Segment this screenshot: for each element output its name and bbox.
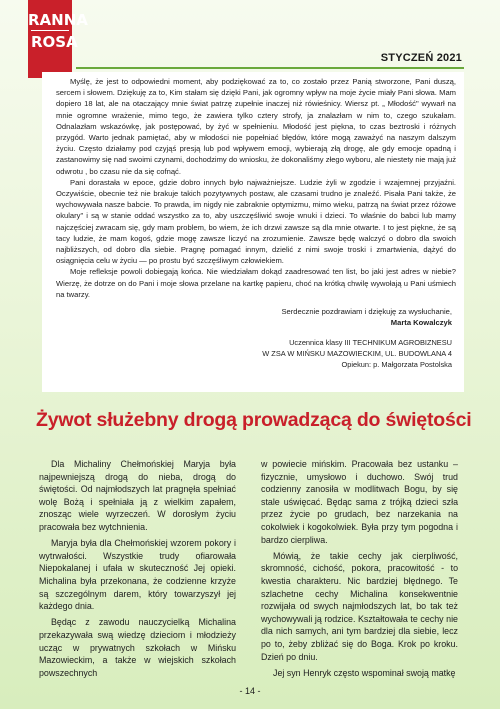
letter-signature: Marta Kowalczyk [390,318,452,328]
letter-text [56,76,456,370]
issue-date: STYCZEŃ 2021 [380,52,462,64]
article-paragraph: Mówią, że takie cechy jak cierpliwość, skromność, cichość, pokora, pracowitość - to kwestia charakteru. Nic bardziej błędnego. Te szlachetne cechy Michalina konsekwentnie rozwijała od swych najmłodszych lat, bo tak też wychowywali ją rodzice. Kształtowała te cechy nie dla nich samych, ani tym bardziej dla siebie, lecz po to, żeby zbliżać się do Boga. Krok po kroku. Dzień po dniu. [261,550,458,662]
article-paragraph: Maryja była dla Chełmońskiej wzorem pokory i wytrwałości. Wszystkie trudy ofiarowała Niepokalanej i ufała w skuteczność Jej opieki. Michalina była przekonana, że codzienne krzyże są szczególnym darem, który towarzyszył jej każdego dnia. [39,538,236,612]
letter-paragraph: Myślę, że jest to odpowiedni moment, aby podziękować za to, co zostało przez Panią stworzone, Pani duszą, sercem i słowem. Dziękuję za to, Kim stałam się dzięki Pani, jak ogromny wpływ na moje życie miały Pani słowa. Mam dopiero 18 lat, ale na otaczający mnie świat patrzę zupełnie inaczej niż rówieśnicy. Wiersz pt. „ Młodość" wywarł na mnie ogromne wrażenie, mimo tego, że zawiera tylko cztery strofy, ja znalazłam w nim to, czego szukałam. Odnalazłam wskazówkę, jak postępować, by żyć w spełnieniu. Młodość jest piękna, to czas beztroski i różnych przygód. Warto jednak pamiętać, aby w młodości nie popełniać błędów, które mogą zaważyć na naszym dalszym życiu. Często działamy pod czyjąś presją lub pod wpływem emocji, wybierają złą drogę, ale gdy emocje opadną i zastanowimy się nad swoimi czynami, dochodzimy do wniosku, że dokonaliśmy złego wyboru, ale niestety nie mają już odwrotu , bo czasu nie da się cofnąć. [56,77,456,176]
page-number: - 14 - [239,686,261,696]
author-school-info [56,337,456,370]
article-title: Żywot służebny drogą prowadzącą do świętości [36,409,472,431]
letter-closing: Serdecznie pozdrawiam i dziękuję za wysłuchanie, [281,307,452,317]
article-paragraph: Będąc z zawodu nauczycielką Michalina przekazywała swą wiedzę dzieciom i młodzieży ucząc w prywatnych szkołach w Mińsku Mazowieckim, a także w wiejskich szkołach powszechnych [39,617,236,678]
school-line: W ZSA W MIŃSKU MAZOWIECKIM, UL. BUDOWLANA 4 [262,348,452,358]
magazine-logo [28,0,88,78]
letter-paragraph: Pani dorastała w epoce, gdzie dobro innych było najważniejsze. Ludzie żyli w zgodzie i wzajemnej przyjaźni. Oczywiście, obecnie też nie brakuje takich pozytywnych postaw, ale czasami trudno je znaleźć. Pisała Pani także, że wychowywała nasze babcie. To prawda, im nigdy nie zabraknie optymizmu, mimo wieku, patrzą na świat przez różowe okulary" i są w stanie oddać wszystko za to, aby uszczęśliwić swoje wnuki i dzieci. To właśnie do babci lub mamy najczęściej zwracam się, gdy mam problem, bo wiem, że ich drzwi zawsze są dla mnie otwarte. I to jest piękne, że są tacy ludzie, że mam kogoś, gdzie mogę zawsze liczyć na zrozumienie. Zawsze będę walczyć o dobro dla swoich najbliższych, od dobro dla siebie. Pragnę pomagać innym, dzielić z nimi swoje troski i zmartwienia, dążyć do osiągnięcia celu w życiu — po prostu być szczęśliwym człowiekiem. [56,177,456,266]
logo-line-1: RANNA [28,11,88,29]
school-line: Opiekun: p. Małgorzata Postolska [341,359,452,369]
article-left-column [39,458,236,683]
article-paragraph: w powiecie mińskim. Pracowała bez ustanku – fizycznie, umysłowo i duchowo. Swój trud codzienny zanosiła w modlitwach Bogu, by się stale uświęcać. Będąc sama z trójką dzieci szła przez życie po grudach, bez narzekania na cokolwiek i kogokolwiek. Była przy tym pogodna i bardzo cierpliwa. [261,459,458,545]
article-paragraph: Dla Michaliny Chełmońskiej Maryja była najpewniejszą drogą do nieba, drogą do świętości. Od najmłodszych lat pragnęła spełniać wolę Bożą i spełniała ją z wielkim zapałem, znosząc wiele wyrzeczeń. W dorosłym życiu pracowała bez wytchnienia. [39,459,236,532]
logo-line-2: ROSA [31,30,69,53]
article-right-column [261,458,458,683]
school-line: Uczennica klasy III TECHNIKUM AGROBIZNESU [289,337,452,347]
letter-signature-block [56,306,456,329]
article-paragraph: Jej syn Henryk często wspominał swoją matkę [273,667,456,678]
header-divider [76,67,464,69]
letter-paragraph: Moje refleksje powoli dobiegają końca. Nie wiedziałam dokąd zaadresować ten list, bo jaki jest adres w niebie? Wierzę, że dotrze on do Pani i moje słowa przelane na kartkę papieru, choć na krótką chwilę wywołają u Pani uśmiech na twarzy. [56,267,456,299]
